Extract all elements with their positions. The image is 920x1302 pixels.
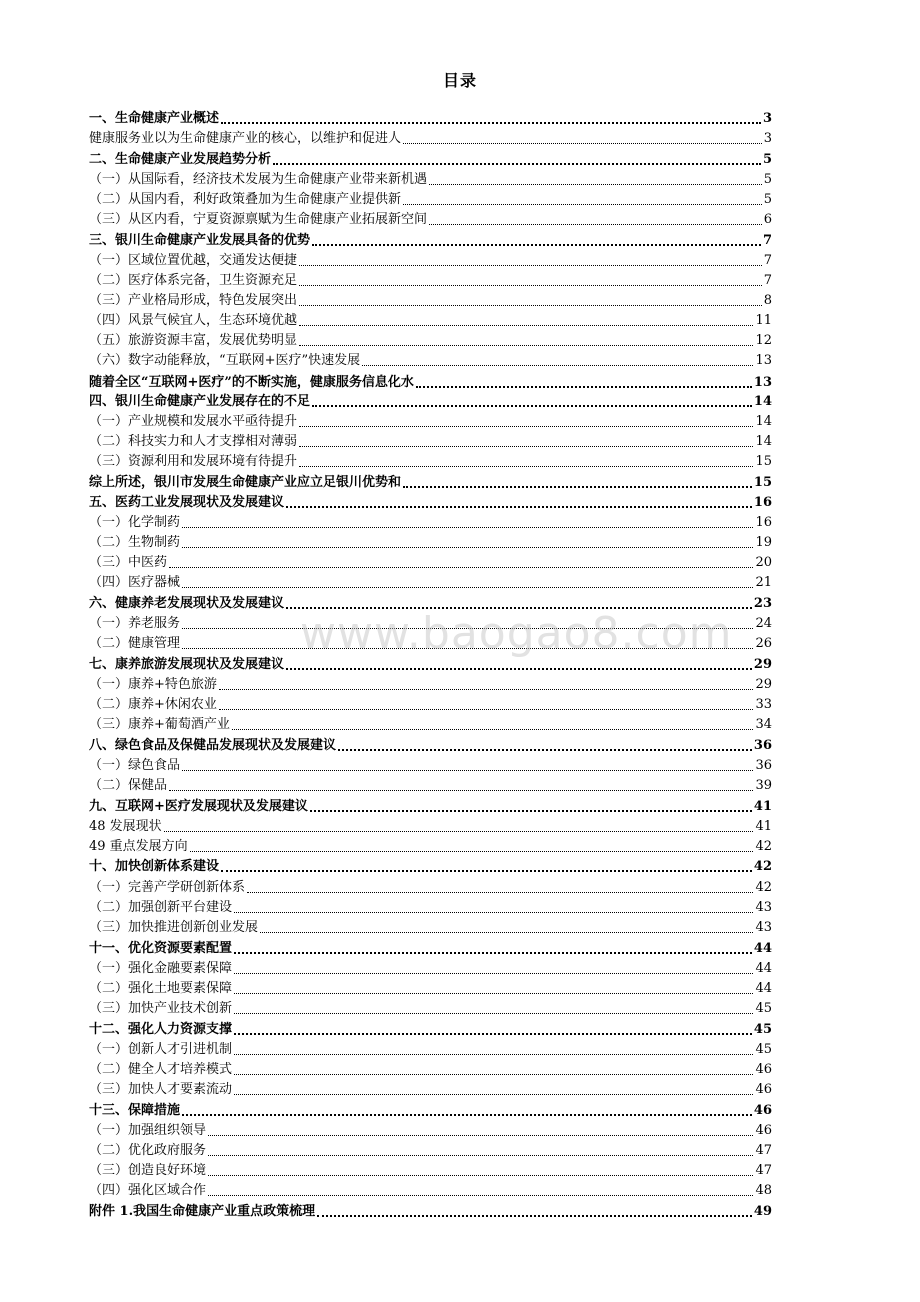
toc-dot-leader (273, 163, 761, 165)
toc-dot-leader (182, 547, 753, 548)
toc-page-number: 33 (755, 697, 772, 712)
toc-entry-label: （一）完善产学研创新体系 (89, 880, 246, 895)
toc-heading-entry[interactable] (89, 472, 772, 492)
toc-sub-entry[interactable] (89, 917, 772, 937)
toc-dot-leader (182, 1114, 752, 1116)
toc-entry-label: 九、互联网+医疗发展现状及发展建议 (89, 799, 308, 814)
toc-dot-leader (219, 689, 754, 690)
toc-dot-leader (234, 1074, 753, 1075)
toc-entry-label: （二）康养+休闲农业 (89, 697, 217, 712)
toc-page-number: 14 (755, 434, 772, 449)
toc-entry-label: 三、银川生命健康产业发展具备的优势 (89, 233, 311, 248)
toc-dot-leader (286, 506, 752, 508)
toc-page-number: 44 (753, 941, 772, 956)
toc-dot-leader (169, 790, 753, 791)
toc-dot-leader (299, 265, 762, 266)
toc-page-number: 7 (763, 253, 772, 268)
toc-page-number: 44 (755, 981, 772, 996)
toc-page-number: 5 (762, 152, 772, 167)
toc-page-number: 14 (753, 394, 772, 409)
toc-page-number: 6 (763, 212, 772, 227)
toc-page-number: 43 (755, 900, 772, 915)
toc-heading-entry[interactable] (89, 1100, 772, 1120)
toc-entry-label: 健康服务业以为生命健康产业的核心，以维护和促进人 (89, 131, 402, 146)
toc-entry-label: （一）绿色食品 (89, 758, 181, 773)
toc-page-number: 29 (753, 657, 772, 672)
toc-page-number: 49 (753, 1204, 772, 1219)
toc-sub-entry[interactable] (89, 998, 772, 1018)
toc-entry-label: 48 发展现状 (89, 819, 162, 834)
toc-page-number: 3 (762, 111, 772, 126)
toc-page-number: 8 (763, 293, 772, 308)
toc-page-number: 47 (755, 1163, 772, 1178)
toc-entry-label: （二）加强创新平台建设 (89, 900, 233, 915)
toc-dot-leader (208, 1155, 753, 1156)
toc-dot-leader (234, 1054, 753, 1055)
toc-page-number: 43 (755, 920, 772, 935)
toc-entry-label: （三）资源利用和发展环境有待提升 (89, 454, 298, 469)
toc-sub-entry[interactable] (89, 978, 772, 998)
toc-dot-leader (234, 1094, 753, 1095)
toc-sub-entry[interactable] (89, 836, 772, 856)
toc-dot-leader (299, 305, 762, 306)
toc-entry-label: 二、生命健康产业发展趋势分析 (89, 152, 272, 167)
toc-heading-entry[interactable] (89, 938, 772, 958)
toc-entry-label: （三）加快人才要素流动 (89, 1082, 233, 1097)
toc-page-number: 13 (755, 353, 772, 368)
toc-dot-leader (219, 709, 754, 710)
toc-sub-entry[interactable] (89, 290, 772, 310)
toc-dot-leader (208, 1195, 753, 1196)
toc-heading-entry[interactable] (89, 654, 772, 674)
toc-entry-label: （一）从国际看，经济技术发展为生命健康产业带来新机遇 (89, 172, 428, 187)
toc-sub-entry[interactable] (89, 1039, 772, 1059)
toc-entry-label: （二）强化土地要素保障 (89, 981, 233, 996)
toc-entry-label: （三）中医药 (89, 555, 168, 570)
toc-sub-entry[interactable] (89, 189, 772, 209)
toc-heading-entry[interactable] (89, 492, 772, 512)
toc-heading-entry[interactable] (89, 230, 772, 250)
toc-entry-label: （一）养老服务 (89, 616, 181, 631)
toc-entry-label: （三）加快推进创新创业发展 (89, 920, 259, 935)
toc-page-number: 16 (753, 495, 772, 510)
toc-sub-entry[interactable] (89, 897, 772, 917)
toc-page-number: 11 (755, 313, 772, 328)
toc-entry-label: （二）科技实力和人才支撑相对薄弱 (89, 434, 298, 449)
toc-sub-entry[interactable] (89, 755, 772, 775)
toc-sub-entry[interactable] (89, 128, 772, 148)
toc-entry-label: 六、健康养老发展现状及发展建议 (89, 596, 285, 611)
toc-entry-label: （一）加强组织领导 (89, 1123, 207, 1138)
toc-entry-label: （一）区域位置优越，交通发达便捷 (89, 253, 298, 268)
toc-dot-leader (232, 729, 754, 730)
toc-page-number: 7 (763, 273, 772, 288)
toc-page-number: 39 (755, 778, 772, 793)
toc-dot-leader (208, 1135, 753, 1136)
toc-sub-entry[interactable] (89, 451, 772, 471)
toc-sub-entry[interactable] (89, 552, 772, 572)
toc-entry-label: （三）产业格局形成，特色发展突出 (89, 293, 298, 308)
toc-dot-leader (286, 607, 752, 609)
toc-page-number: 12 (755, 333, 772, 348)
toc-dot-leader (317, 1215, 752, 1217)
toc-page-number: 19 (755, 535, 772, 550)
toc-title: 目录 (442, 71, 477, 90)
toc-dot-leader (299, 285, 762, 286)
toc-entry-label: （五）旅游资源丰富，发展优势明显 (89, 333, 298, 348)
toc-entry-label: （二）生物制药 (89, 535, 181, 550)
toc-entry-label: 一、生命健康产业概述 (89, 111, 220, 126)
toc-sub-entry[interactable] (89, 532, 772, 552)
toc-dot-leader (362, 365, 753, 366)
toc-entry-label: （一）康养+特色旅游 (89, 677, 217, 692)
toc-entry-label: （四）医疗器械 (89, 575, 181, 590)
toc-sub-entry[interactable] (89, 877, 772, 897)
toc-page-number: 23 (753, 596, 772, 611)
toc-dot-leader (182, 770, 753, 771)
toc-dot-leader (338, 749, 752, 751)
toc-sub-entry[interactable] (89, 1160, 772, 1180)
toc-dot-leader (299, 325, 753, 326)
toc-entry-label: （一）产业规模和发展水平亟待提升 (89, 414, 298, 429)
toc-heading-entry[interactable] (89, 1019, 772, 1039)
toc-page-number: 48 (755, 1183, 772, 1198)
toc-entry-label: （六）数字动能释放，“互联网+医疗”快速发展 (89, 353, 361, 368)
toc-sub-entry[interactable] (89, 411, 772, 431)
toc-page-number: 41 (755, 819, 772, 834)
toc-dot-leader (299, 426, 753, 427)
toc-sub-entry[interactable] (89, 270, 772, 290)
toc-sub-entry[interactable] (89, 250, 772, 270)
toc-entry-label: 综上所述，银川市发展生命健康产业应立足银川优势和 (89, 475, 402, 490)
toc-entry-label: 七、康养旅游发展现状及发展建议 (89, 657, 285, 672)
toc-sub-entry[interactable] (89, 1079, 772, 1099)
toc-entry-label: （三）创造良好环境 (89, 1163, 207, 1178)
toc-entry-label: 五、医药工业发展现状及发展建议 (89, 495, 285, 510)
toc-entry-label: （一）化学制药 (89, 515, 181, 530)
toc-page-number: 41 (753, 799, 772, 814)
toc-page-number: 3 (763, 131, 772, 146)
toc-entry-label: 十三、保障措施 (89, 1103, 181, 1118)
toc-entry-label: （四）强化区域合作 (89, 1183, 207, 1198)
toc-page-number: 5 (763, 192, 772, 207)
toc-dot-leader (260, 932, 753, 933)
toc-sub-entry[interactable] (89, 512, 772, 532)
toc-entry-label: （三）康养+葡萄酒产业 (89, 717, 230, 732)
toc-heading-entry[interactable] (89, 856, 772, 876)
toc-sub-entry[interactable] (89, 613, 772, 633)
toc-dot-leader (182, 648, 753, 649)
toc-page-number: 46 (755, 1082, 772, 1097)
toc-sub-entry[interactable] (89, 310, 772, 330)
toc-page-number: 15 (755, 454, 772, 469)
toc-page-number: 46 (755, 1062, 772, 1077)
toc-entry-label: （三）从区内看，宁夏资源禀赋为生命健康产业拓展新空间 (89, 212, 428, 227)
toc-sub-entry[interactable] (89, 169, 772, 189)
toc-page-number: 44 (755, 961, 772, 976)
toc-dot-leader (169, 567, 753, 568)
toc-entry-label: （一）强化金融要素保障 (89, 961, 233, 976)
toc-sub-entry[interactable] (89, 209, 772, 229)
toc-entry-label: （三）加快产业技术创新 (89, 1001, 233, 1016)
toc-dot-leader (403, 486, 752, 488)
toc-heading-entry[interactable] (89, 108, 772, 128)
toc-dot-leader (310, 810, 752, 812)
toc-dot-leader (429, 184, 762, 185)
toc-page-number: 45 (755, 1001, 772, 1016)
toc-page-number: 21 (755, 575, 772, 590)
toc-entry-label: （二）保健品 (89, 778, 168, 793)
toc-heading-entry[interactable] (89, 1201, 772, 1221)
toc-dot-leader (234, 1013, 753, 1014)
toc-dot-leader (234, 912, 753, 913)
toc-heading-entry[interactable] (89, 391, 772, 411)
toc-dot-leader (247, 892, 753, 893)
toc-heading-entry[interactable] (89, 735, 772, 755)
toc-entry-label: 十二、强化人力资源支撑 (89, 1022, 233, 1037)
toc-sub-entry[interactable] (89, 572, 772, 592)
toc-page-number: 46 (753, 1103, 772, 1118)
watermark-text: www.baogao8.com (300, 608, 733, 659)
toc-dot-leader (234, 952, 752, 954)
toc-dot-leader (182, 527, 753, 528)
toc-dot-leader (299, 345, 753, 346)
toc-sub-entry[interactable] (89, 816, 772, 836)
toc-entry-label: （二）健康管理 (89, 636, 181, 651)
toc-sub-entry[interactable] (89, 958, 772, 978)
toc-dot-leader (403, 143, 762, 144)
toc-sub-entry[interactable] (89, 330, 772, 350)
toc-page-number: 34 (755, 717, 772, 732)
toc-dot-leader (190, 851, 754, 852)
toc-entry-label: 附件 1.我国生命健康产业重点政策梳理 (89, 1204, 316, 1219)
toc-dot-leader (208, 1175, 753, 1176)
toc-entry-label: （二）优化政府服务 (89, 1143, 207, 1158)
toc-page-number: 47 (755, 1143, 772, 1158)
toc-dot-leader (221, 870, 752, 872)
toc-page-number: 42 (755, 839, 772, 854)
toc-dot-leader (182, 628, 753, 629)
toc-entry-label: （二）健全人才培养模式 (89, 1062, 233, 1077)
toc-page-number: 36 (755, 758, 772, 773)
toc-dot-leader (416, 386, 752, 388)
toc-dot-leader (286, 668, 752, 670)
toc-dot-leader (234, 973, 753, 974)
toc-entry-label: 八、绿色食品及保健品发展现状及发展建议 (89, 738, 337, 753)
toc-entry-label: （一）创新人才引进机制 (89, 1042, 233, 1057)
toc-sub-entry[interactable] (89, 775, 772, 795)
toc-sub-entry[interactable] (89, 1059, 772, 1079)
toc-sub-entry[interactable] (89, 1180, 772, 1200)
toc-entry-label: （四）风景气候宜人，生态环境优越 (89, 313, 298, 328)
toc-entry-label: （二）从国内看，利好政策叠加为生命健康产业提供新 (89, 192, 402, 207)
toc-page-number: 13 (753, 375, 772, 390)
toc-dot-leader (403, 204, 762, 205)
toc-entry-label: （二）医疗体系完备，卫生资源充足 (89, 273, 298, 288)
toc-sub-entry[interactable] (89, 1140, 772, 1160)
toc-page-number: 5 (763, 172, 772, 187)
toc-page-number: 29 (755, 677, 772, 692)
toc-sub-entry[interactable] (89, 350, 772, 370)
toc-dot-leader (182, 587, 753, 588)
toc-dot-leader (429, 224, 762, 225)
toc-page-number: 24 (755, 616, 772, 631)
toc-dot-leader (312, 244, 761, 246)
toc-page-number: 45 (753, 1022, 772, 1037)
toc-page-number: 45 (755, 1042, 772, 1057)
toc-page-number: 42 (755, 880, 772, 895)
toc-page-number: 20 (755, 555, 772, 570)
toc-page-number: 7 (762, 233, 772, 248)
toc-dot-leader (221, 122, 761, 124)
toc-sub-entry[interactable] (89, 694, 772, 714)
toc-entry-label: 十一、优化资源要素配置 (89, 941, 233, 956)
toc-page-number: 14 (755, 414, 772, 429)
toc-entry-label: 四、银川生命健康产业发展存在的不足 (89, 394, 311, 409)
toc-dot-leader (234, 993, 753, 994)
toc-heading-entry[interactable] (89, 593, 772, 613)
toc-page-number: 36 (753, 738, 772, 753)
toc-sub-entry[interactable] (89, 633, 772, 653)
toc-sub-entry[interactable] (89, 714, 772, 734)
toc-heading-entry[interactable] (89, 149, 772, 169)
toc-page-number: 16 (755, 515, 772, 530)
toc-sub-entry[interactable] (89, 1120, 772, 1140)
toc-dot-leader (164, 831, 754, 832)
toc-page-number: 42 (753, 859, 772, 874)
toc-dot-leader (299, 446, 753, 447)
toc-page-number: 26 (755, 636, 772, 651)
toc-entry-label: 随着全区“互联网+医疗”的不断实施，健康服务信息化水 (89, 375, 414, 390)
toc-page-number: 46 (755, 1123, 772, 1138)
toc-heading-entry[interactable] (89, 796, 772, 816)
toc-dot-leader (312, 405, 752, 407)
toc-entry-label: 十、加快创新体系建设 (89, 859, 220, 874)
toc-sub-entry[interactable] (89, 674, 772, 694)
toc-entry-label: 49 重点发展方向 (89, 839, 188, 854)
toc-dot-leader (299, 466, 753, 467)
toc-dot-leader (234, 1033, 752, 1035)
toc-page-number: 15 (753, 475, 772, 490)
toc-heading-entry[interactable] (89, 372, 772, 392)
toc-sub-entry[interactable] (89, 431, 772, 451)
